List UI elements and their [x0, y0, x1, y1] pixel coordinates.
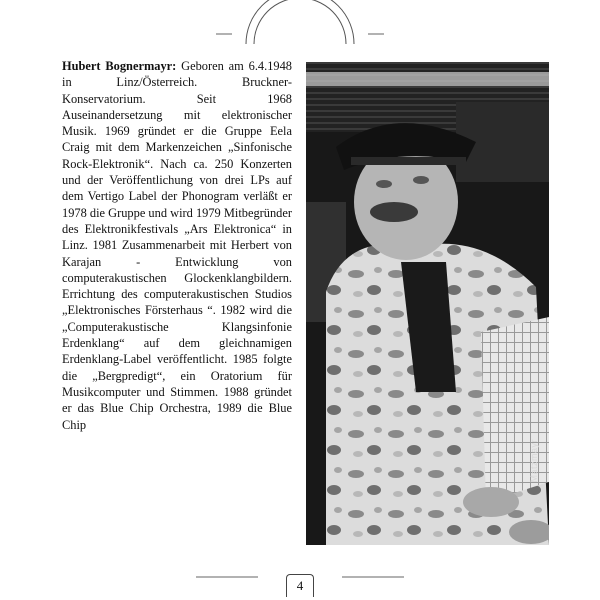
portrait-photo	[306, 62, 549, 545]
bio-text: Geboren am 6.4.1948 in Linz/Österreich. Bruckner-Konservatorium. Seit 1968 Auseinandersetzung mit elektronischer Musik. 1969 gründet er die Gruppe Eela Craig mit dem Markenzeichen „Sinfonische Rock-Elektronik“. Nach ca. 250 Konzerten und der Veröffentlichung von drei LPs auf dem Vertigo Label der Phonogram verläßt er 1978 die Gruppe und wird 1979 Mitbegründer des Elektronikfestivals „Ars Elektronica“ in Linz. 1981 Zusammenarbeit mit Herbert von Karajan - Entwicklung von computerakustischen Glockenklangbildern. Errichtung des computerakustischen Studios „Elektronisches Försterhaus “. 1982 wird die „Computerakustische Klangsinfonie Erdenklang“ auf dem gleichnamigen Erdenklang-Label veröffentlicht. 1985 folgte die „Bergpredigt“, ein Oratorium für Musikcomputer und Stimmen. 1988 gründet er das Blue Chip Orchestra, 1989 die Blue Chip	[62, 59, 292, 432]
bio-name: Hubert Bognermayr:	[62, 59, 177, 73]
page-number: 4	[286, 574, 314, 597]
photo-credit: Matzmayr	[529, 439, 539, 483]
top-ornament	[0, 0, 600, 60]
biography-paragraph	[62, 58, 292, 433]
